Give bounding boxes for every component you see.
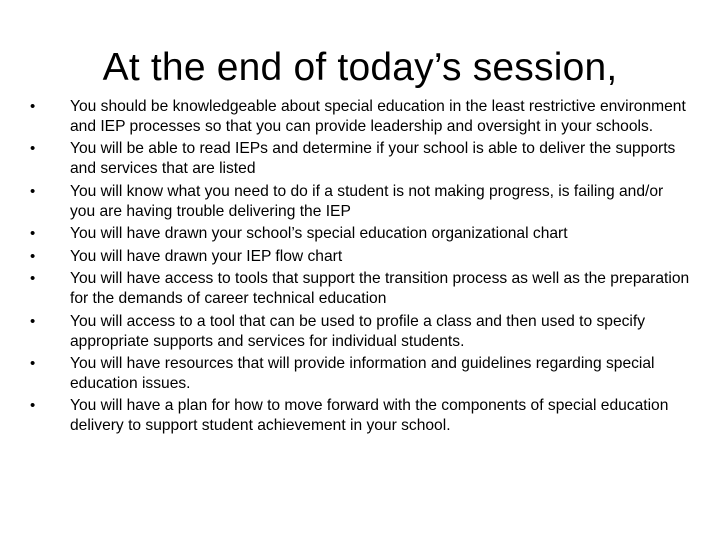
list-item (30, 182, 692, 222)
list-item (30, 312, 692, 352)
bullet-icon: • (30, 140, 36, 158)
list-item (30, 396, 692, 436)
bullet-icon: • (30, 225, 36, 243)
bullet-icon: • (30, 312, 36, 330)
list-item (30, 269, 692, 309)
list-item (30, 224, 692, 244)
objectives-list (30, 97, 692, 439)
bullet-icon: • (30, 397, 36, 415)
list-item-text: You will be able to read IEPs and determine if your school is able to deliver the supports and services that are listed (70, 140, 676, 178)
list-item-text: You will know what you need to do if a student is not making progress, is failing and/or you are having trouble delivering the IEP (70, 182, 664, 220)
bullet-icon: • (30, 270, 36, 288)
list-item-text: You will have resources that will provide information and guidelines regarding special education issues. (70, 355, 655, 392)
list-item-text: You will have access to tools that support the transition process as well as the preparation for the demands of career technical education (70, 270, 690, 308)
bullet-icon: • (30, 182, 36, 200)
list-item (30, 97, 692, 137)
slide-title: At the end of today’s session, (102, 46, 618, 89)
bullet-icon: • (30, 355, 36, 373)
list-item-text: You will have a plan for how to move forward with the components of special education delivery to support student achievement in your school. (70, 397, 669, 435)
bullet-icon: • (30, 247, 36, 265)
list-item-text: You will have drawn your school’s special education organizational chart (70, 225, 568, 243)
list-item-text: You will have drawn your IEP flow chart (70, 247, 343, 265)
list-item (30, 139, 692, 179)
list-item-text: You will access to a tool that can be used to profile a class and then used to specify appropriate supports and services for individual students. (70, 312, 646, 350)
list-item-text: You should be knowledgeable about special education in the least restrictive environment and IEP processes so that you can provide leadership and oversight in your schools. (70, 98, 686, 135)
list-item (30, 354, 692, 394)
list-item (30, 247, 692, 267)
bullet-icon: • (30, 98, 36, 115)
